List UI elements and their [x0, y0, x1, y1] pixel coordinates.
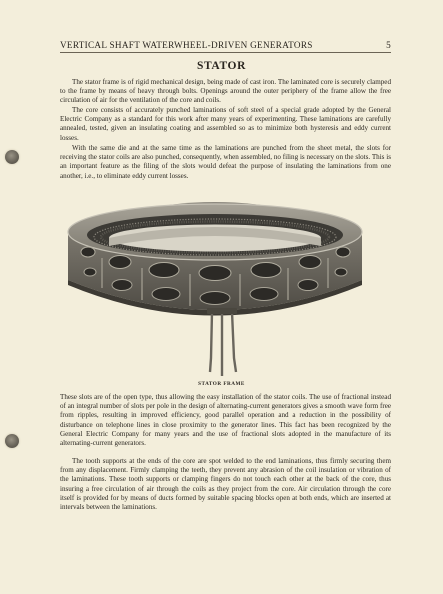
paragraph-tooth-supports: The tooth supports at the ends of the core are spot welded to the end laminations, thus firmly securing them from any displacement. Firmly clamping the teeth, they prevent any abrasion of the coil insulation or vibration of the laminations. These tooth supports or clamping fingers do not touch each other at the back of the core, thus insuring a free circulation of air through the coils as they project from the core. Air circulation through the core itself is provided for by means of ducts formed by suitable spacing blocks open at both ends, which are inserted at intervals between the laminations. — [60, 457, 391, 512]
paragraph-frame: The stator frame is of rigid mechanical design, being made of cast iron. The laminated core is securely clamped to the frame by means of heavy through bolts. Openings around the outer periphery of the frame allow the free circulation of air for the ventilation of the core and coils. — [60, 78, 391, 105]
section-title: STATOR — [197, 60, 246, 72]
paragraph-core: The core consists of accurately punched laminations of soft steel of a special grade adopted by the General Electric Company as a standard for this work after many years of experimenting. These laminations are carefully annealed, tested, given an insulating coating and assembled so as to minimize both hysteresis and eddy current losses. — [60, 106, 391, 142]
paragraph-slots: With the same die and at the same time as the laminations are punched from the sheet metal, the slots for receiving the stator coils are also punched, consequently, when assembled, no filing is necessary on the slots. This is an important feature as the filing of the slots would defeat the purpose of insulating the laminations from one another, i.e., to eliminate eddy current losses. — [60, 144, 391, 180]
binder-hole-bottom — [5, 434, 19, 448]
binder-hole-top — [5, 150, 19, 164]
paragraph-open-slots: These slots are of the open type, thus allowing the easy installation of the stator coils. The use of fractional instead of an integral number of slots per pole in the design of alternating-current generators gives a smooth wave form free from ripples, resulting in improved efficiency, good parallel operation and a reduction in the possibility of disturbance on telephone lines in close proximity to the generator lines. This fact has been recognized by the General Electric Company for many years and the use of fractional slots adopted in the manufacture of its alternating-current generators. — [60, 393, 391, 448]
running-title: VERTICAL SHAFT WATERWHEEL-DRIVEN GENERATORS — [60, 40, 313, 50]
running-header — [60, 40, 391, 53]
figure-caption: STATOR FRAME — [198, 381, 245, 387]
stator-frame-photo — [62, 190, 368, 385]
page-number: 5 — [386, 40, 391, 50]
